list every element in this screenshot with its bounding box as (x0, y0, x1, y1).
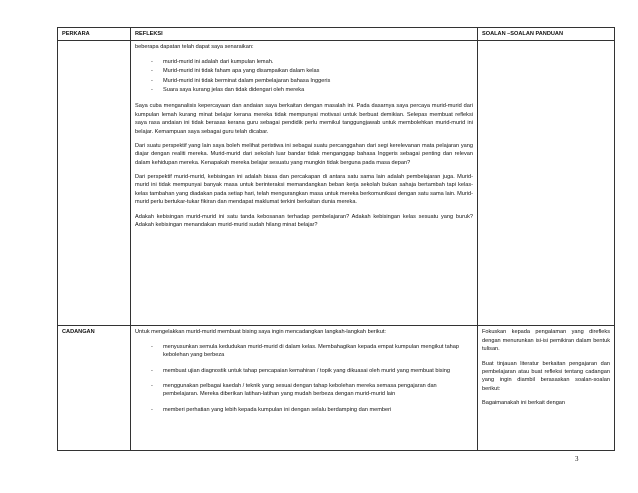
row2-bullet-list (135, 343, 473, 414)
list-item: - Murid-murid ini tidak faham apa yang disampaikan dalam kelas (135, 67, 473, 75)
list-item: - Suara saya kurang jelas dan tidak didengari oleh mereka (135, 86, 473, 94)
row2-intro: Untuk mengelakkan murid-murid membuat bising saya ingin mencadangkan langkah-langkah berikut: (135, 329, 386, 336)
table-row-refleksi (58, 41, 615, 326)
list-item: - memberi perhatian yang lebih kepada kumpulan ini dengan selalu berdamping dan memberi (135, 406, 473, 414)
guide-paragraph: Bagaimanakah ini berkait dengan (482, 400, 566, 407)
reflection-table (57, 27, 615, 451)
row1-paragraph: Adakah kebisingan murid-murid ini satu tanda kebosanan terhadap pembelajaran? Adakah kebisingan kelas sesuatu yang buruk? Adakah kebisingan menandakan murid-murid sudah hilang minat belajar? (135, 213, 473, 229)
row1-intro: beberapa dapatan telah dapat saya senaraikan: (135, 44, 254, 51)
page-number: 3 (575, 455, 579, 463)
row1-soalan-cell (478, 41, 615, 326)
row1-refleksi-cell (131, 41, 478, 326)
table-row-cadangan (58, 326, 615, 451)
list-item: - murid-murid ini adalah dari kumpulan lemah. (135, 58, 473, 66)
list-item: - menggunakan pelbagai kaedah / teknik yang sesuai dengan tahap kebolehan mereka semasa pengajaran dan pembelajaran. Mereka diberikan latihan-latihan yang mudah berbeza dengan murid-murid lain (135, 382, 473, 399)
list-item: - Murid-murid ini tidak berminat dalam pembelajaran bahasa Inggeris (135, 77, 473, 85)
row1-paragraph: Saya cuba menganalisis kepercayaan dan andaian saya berkaitan dengan masalah ini. Pada dasarnya saya percaya murid-murid dari kumpulan lemah kurang minat belajar kerana mereka tidak mempunyai motivasi untuk berbuat demikian. Selepas membuat refleksi saya rasa andaian ini tidak berasas kerana guru sebagai pendidik perlu memikul tanggungjawab untuk membolehkan murid-murid ini belajar. Kemampuan saya sebagai guru telah dicabar. (135, 103, 473, 135)
row2-label: CADANGAN (62, 329, 95, 336)
header-refleksi: REFLEKSI (131, 28, 478, 41)
table-header-row (58, 28, 615, 41)
row2-perkara-cell (58, 326, 131, 451)
list-item: - menyusunkan semula kedudukan murid-murid di dalam kelas. Membahagikan kepada empat kumpulan mengikut tahap kebolehan yang berbeza (135, 343, 473, 360)
header-soalan-panduan: SOALAN –SOALAN PANDUAN (478, 28, 615, 41)
guide-paragraph: Buat tinjauan literatur berkaitan pengajaran dan pembelajaran atau buat refleksi tentang cadangan yang ingin diambil berasaskan soalan-soalan berikut: (482, 360, 610, 392)
row1-paragraph: Dari suatu perspektif yang lain saya boleh melihat peristiwa ini sebagai suatu percanggahan dari segi kerelevanan mata pelajaran yang diajar dengan realiti mereka. Murid-murid dari sekolah luar bandar tidak menganggap bahasa Inggeris sebagai penting dan relevan dalam kehidupan mereka. Kenapakah mereka belajar sesuatu yang mungkin tidak berguna pada masa depan? (135, 142, 473, 166)
row2-refleksi-cell (131, 326, 478, 451)
guide-paragraph: Fokuskan kepada pengalaman yang direfleks dengan menurunkan isi-isi pemikiran dalam bentuk tulisan. (482, 329, 610, 353)
row2-soalan-cell (478, 326, 615, 451)
row1-bullet-list (135, 58, 473, 95)
header-perkara: PERKARA (58, 28, 131, 41)
list-item: - membuat ujian diagnostik untuk tahap pencapaian kemahiran / topik yang dikuasai oleh murid yang membuat bising (135, 367, 473, 375)
row1-paragraph: Dari perspektif murid-murid, kebisingan ini adalah biasa dan percakapan di antara satu sama lain adalah pembelajaran juga. Murid-murid ini tidak mempunyai banyak masa untuk berinteraksi memandangkan beban kerja sekolah bukan sahaja bertambah tapi kelas-kelas tambahan yang diadakan pada setiap hari, telah mengurangkan masa untuk mereka berkomunikasi dengan satu sama lain. Murid-murid perlu bertukar-tukar fikiran dan mendapat maklumat terkini berkaitan dunia mereka. (135, 174, 474, 206)
row1-perkara-cell (58, 41, 131, 326)
